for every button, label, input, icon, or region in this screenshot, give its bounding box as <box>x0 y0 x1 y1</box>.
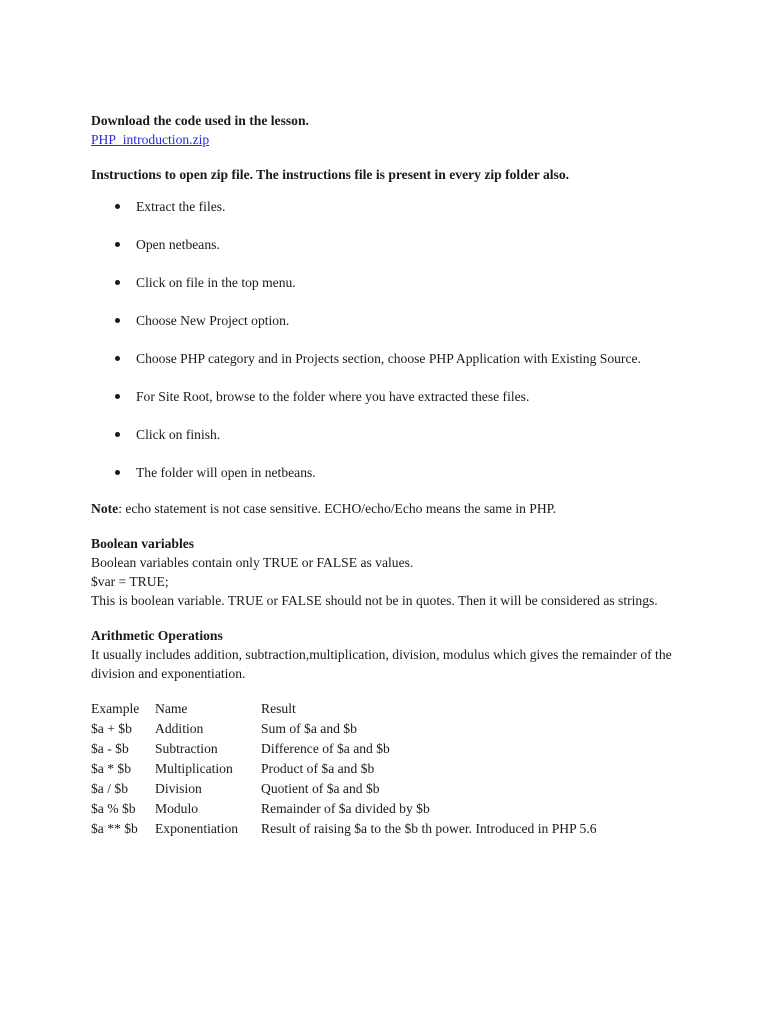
table-cell: Division <box>155 781 202 796</box>
table-cell: Addition <box>155 721 204 736</box>
list-item: For Site Root, browse to the folder where you have extracted these files. <box>91 387 691 406</box>
download-link[interactable]: PHP_introduction.zip <box>91 132 210 147</box>
table-header-cell: Result <box>261 701 296 716</box>
boolean-title: Boolean variables <box>91 536 195 551</box>
table-row <box>91 799 597 819</box>
instructions-list <box>91 197 691 482</box>
table-cell: $a / $b <box>91 781 128 796</box>
table-cell: $a + $b <box>91 721 132 736</box>
list-item: Extract the files. <box>91 197 691 216</box>
table-header-cell: Example <box>91 701 140 716</box>
table-cell: Difference of $a and $b <box>261 741 390 756</box>
boolean-line-2: $var = TRUE; <box>91 574 169 589</box>
boolean-line-3: This is boolean variable. TRUE or FALSE should not be in quotes. Then it will be considered as strings. <box>91 593 658 608</box>
note-text: : echo statement is not case sensitive. ECHO/echo/Echo means the same in PHP. <box>118 501 557 516</box>
arithmetic-description: It usually includes addition, subtraction,multiplication, division, modulus which gives the remainder of the division and exponentiation. <box>91 647 672 681</box>
table-cell: $a ** $b <box>91 821 138 836</box>
table-row <box>91 719 597 739</box>
list-item: Click on file in the top menu. <box>91 273 691 292</box>
table-cell: Multiplication <box>155 761 233 776</box>
table-header-cell: Name <box>155 701 188 716</box>
table-cell: Result of raising $a to the $b th power. Introduced in PHP 5.6 <box>261 821 597 836</box>
table-cell: $a - $b <box>91 741 129 756</box>
table-cell: Exponentiation <box>155 821 239 836</box>
list-item: Open netbeans. <box>91 235 691 254</box>
instructions-heading: Instructions to open zip file. The instructions file is present in every zip folder also. <box>91 167 570 182</box>
table-row <box>91 819 597 839</box>
list-item: Choose PHP category and in Projects section, choose PHP Application with Existing Source. <box>91 349 691 368</box>
table-header-row <box>91 699 597 719</box>
arithmetic-title: Arithmetic Operations <box>91 628 223 643</box>
table-row <box>91 759 597 779</box>
table-cell: $a % $b <box>91 801 136 816</box>
spacer <box>91 683 691 699</box>
download-heading: Download the code used in the lesson. <box>91 113 309 128</box>
document-page <box>91 111 691 839</box>
boolean-line-1: Boolean variables contain only TRUE or FALSE as values. <box>91 555 414 570</box>
list-item: Choose New Project option. <box>91 311 691 330</box>
list-item: The folder will open in netbeans. <box>91 463 691 482</box>
table-cell: Quotient of $a and $b <box>261 781 380 796</box>
list-item: Click on finish. <box>91 425 691 444</box>
note-paragraph <box>91 499 691 518</box>
table-cell: Sum of $a and $b <box>261 721 357 736</box>
operators-table <box>91 699 597 839</box>
table-cell: Remainder of $a divided by $b <box>261 801 430 816</box>
table-cell: Product of $a and $b <box>261 761 375 776</box>
table-cell: $a * $b <box>91 761 132 776</box>
table-cell: Modulo <box>155 801 199 816</box>
table-row <box>91 739 597 759</box>
table-cell: Subtraction <box>155 741 218 756</box>
table-row <box>91 779 597 799</box>
note-label: Note <box>91 501 119 516</box>
